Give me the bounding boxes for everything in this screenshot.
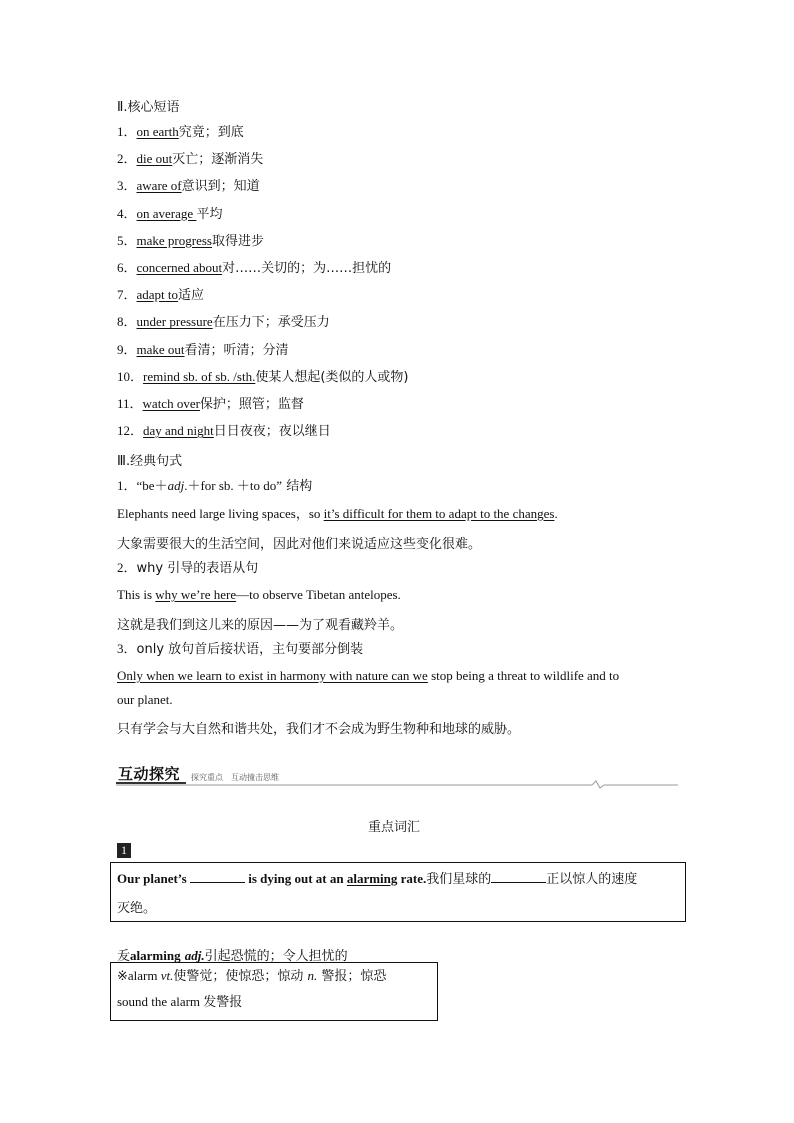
phrase-meaning: 平均: [196, 206, 223, 222]
question-sentence-line2: 灭绝。: [117, 901, 157, 916]
phrase-item: [117, 287, 204, 304]
phrase-item: [117, 369, 408, 386]
key-vocabulary-heading: 重点词汇: [368, 820, 421, 835]
phrase-number: 1．: [117, 124, 137, 139]
phrase-meaning: 取得进步: [211, 233, 264, 249]
sentence-pattern-2-heading: 2．why 引导的表语从句: [117, 560, 259, 576]
section-divider: [116, 780, 678, 790]
sentence-3-english: Only when we learn to exist in harmony with nature can we stop being a threat to wildlife and to: [117, 668, 620, 683]
phrase-item: [117, 314, 330, 331]
phrase-english: make out: [136, 341, 185, 357]
sentence-2-english: This is why we’re here—to observe Tibetan antelopes.: [117, 587, 401, 602]
sentence-pattern-1-heading: 1．“be＋adj.＋for sb. ＋to do” 结构: [117, 478, 313, 494]
phrase-meaning: 适应: [178, 288, 205, 304]
answer-blank[interactable]: [190, 870, 245, 883]
phrase-number: 5．: [117, 232, 137, 248]
phrase-english: adapt to: [136, 287, 179, 303]
item-number-badge: 1: [117, 843, 131, 858]
phrase-english: die out: [136, 151, 173, 167]
phrase-number: 12．: [117, 423, 144, 439]
extension-line-2: sound the alarm 发警报: [117, 994, 243, 1009]
phrase-item: [117, 260, 391, 277]
phrase-meaning: 在压力下；承受压力: [212, 315, 330, 331]
sentence-1-chinese: 大象需要很大的生活空间，因此对他们来说适应这些变化很难。: [117, 537, 482, 552]
phrase-english: on earth: [136, 124, 179, 139]
phrase-meaning: 意识到；知道: [181, 179, 260, 195]
answer-blank-chinese[interactable]: [491, 870, 546, 883]
interactive-section-title: 互动探究: [118, 765, 181, 783]
phrase-item: [117, 342, 289, 359]
phrase-english: concerned about: [136, 260, 223, 275]
phrase-english: remind sb. of sb. /sth.: [143, 368, 256, 384]
phrase-item: [117, 233, 264, 250]
sentence-3-chinese: 只有学会与大自然和谐共处，我们才不会成为野生物种和地球的威胁。: [117, 722, 521, 737]
extension-line-1: ※alarm vt.使警觉；使惊恐；惊动 n. 警报；惊恐: [117, 968, 387, 984]
phrase-number: 10．: [117, 368, 144, 384]
phrase-item: [117, 151, 263, 168]
phrase-number: 9．: [117, 341, 137, 357]
phrase-meaning: 看清；听清；分清: [184, 342, 289, 358]
interactive-section-subtitle: 探究重点 互动撞击思维: [191, 773, 279, 782]
phrase-meaning: 日日夜夜；夜以继日: [213, 424, 331, 440]
phrase-meaning: 使某人想起(类似的人或物): [255, 369, 409, 385]
phrase-number: 6．: [117, 260, 137, 275]
sentence-3-english-line2: our planet.: [117, 692, 173, 707]
phrase-meaning: 对……关切的；为……担忧的: [222, 261, 392, 276]
phrase-english: aware of: [136, 178, 182, 194]
phrase-english: day and night: [143, 423, 214, 439]
phrase-number: 2．: [117, 151, 137, 167]
phrase-number: 8．: [117, 314, 137, 330]
phrase-item: [117, 396, 304, 413]
phrase-english: watch over: [142, 396, 200, 411]
question-sentence: Our planet’s is dying out at an alarming rate.我们星球的 正以惊人的速度: [117, 871, 638, 887]
phrase-item: [117, 206, 222, 223]
phrase-english: make progress: [136, 232, 212, 248]
phrase-meaning: 究竟；到底: [178, 125, 244, 140]
section-title-core-phrases: Ⅱ.核心短语: [117, 100, 180, 115]
phrase-number: 4．: [117, 205, 137, 221]
section-title-classic-sentences: Ⅲ.经典句式: [117, 454, 183, 469]
phrase-number: 11．: [117, 396, 143, 411]
phrase-number: 7．: [117, 287, 137, 303]
phrase-number: 3．: [117, 178, 137, 194]
phrase-item: [117, 178, 260, 195]
sentence-pattern-3-heading: 3．only 放句首后接状语，主句要部分倒装: [117, 641, 364, 657]
phrase-meaning: 保护；照管；监督: [199, 397, 304, 412]
phrase-item: [117, 124, 244, 141]
phrase-english: on average: [136, 205, 197, 221]
sentence-1-english: Elephants need large living spaces，so it’s difficult for them to adapt to the changes.: [117, 506, 558, 521]
phrase-meaning: 灭亡；逐渐消失: [172, 152, 264, 168]
word-note: 叐alarming adj.引起恐慌的；令人担忧的: [117, 948, 348, 964]
phrase-english: under pressure: [136, 314, 213, 330]
phrase-item: [117, 423, 331, 440]
sentence-2-chinese: 这就是我们到这儿来的原因——为了观看藏羚羊。: [117, 618, 404, 633]
